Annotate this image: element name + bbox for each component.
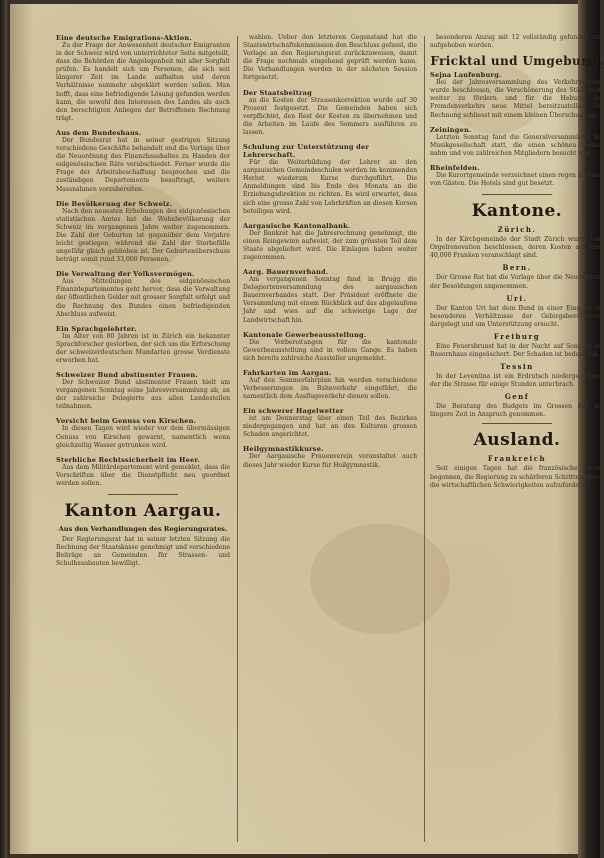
- article-text: an die Kosten der Strassenkorrektion wurde auf 30 Prozent festgesetzt. Die Gemeinden haben sich verpflichtet, den Rest der Kosten zu übernehmen und die Arbeiten im Laufe des Sommers ausführen zu lassen.: [243, 96, 417, 136]
- article-text: besonderen Anzug mit 12 vollständig gefunden und aufgehoben worden.: [430, 34, 604, 50]
- article: [430, 164, 604, 188]
- article: [56, 456, 230, 488]
- article-text: wahlen. Ueber den letzteren Gegenstand hat die Staatswirtschaftskommission den Beschluss gefasst, die Vorlage an den Regierungsrat zurückzuweisen, damit die Frage nochmals eingehend geprüft werden kann. Die Verhandlungen werden in der nächsten Session fortgesetzt.: [243, 34, 417, 82]
- article-title: Sterbliche Rechtssicherheit im Heer.: [56, 455, 200, 464]
- article-text: Aus dem Militärdepartement wird gemeldet, dass die Vorschriften über die Dienstpflicht neu geordnet werden sollen.: [56, 463, 230, 487]
- article-title: Aargauische Kantonalbank.: [243, 221, 351, 230]
- article-text: Bei der Jahresversammlung des Verkehrsvereins wurde beschlossen, die Verschönerung des Städtchens weiter zu fördern und für die Hebung des Fremdenverkehrs neue Mittel bereitzustellen. Die Rechnung schliesst mit einem kleinen Überschuss ab.: [430, 79, 604, 119]
- article: [243, 34, 417, 83]
- article: [56, 417, 230, 449]
- canton-text: In der Kirchgemeinde der Stadt Zürich wurde eine Orgelrenovation beschlossen, deren Kosten auf rund 40,000 Franken veranschlagt sind.: [430, 236, 604, 260]
- article-title: Ein Sprachgelehrter.: [56, 324, 137, 333]
- article-text: Aus Mitteilungen des eidgenössischen Finanzdepartementes geht hervor, dass die Verwaltung der öffentlichen Gelder mit grosser Sorgfalt erfolgt und die Rechnung des Bundes einen befriedigenden Abschluss aufweist.: [56, 278, 230, 318]
- canton-heading: Uri.: [506, 293, 528, 303]
- article: [243, 89, 417, 137]
- canton-heading: Genf: [504, 392, 530, 402]
- article: [56, 129, 230, 194]
- article-text: Nach den neuesten Erhebungen des eidgenössischen statistischen Amtes hat die Wohnbevölkerung der Schweiz im vergangenen Jahre weiter zugenommen. Die Zahl der Geburten ist gegenüber dem Vorjahre leicht gestiegen, während die Zahl der Sterbefälle ungefähr gleich geblieben ist. Der Geburtenüberschuss beträgt somit rund 33,000 Personen.: [56, 207, 230, 264]
- country-heading: Frankreich: [487, 454, 547, 464]
- article-text: Der Bankrat hat die Jahresrechnung genehmigt, die einen Reingewinn aufweist, der zum grössten Teil dem Staate abgeliefert wird. Die Einlagen haben weiter zugenommen.: [243, 229, 417, 261]
- article-text: Letzten Sonntag fand die Generalversammlung der Musikgesellschaft statt, die einen schönen Verlauf nahm und von zahlreichen Mitgliedern besucht war.: [430, 133, 604, 157]
- article-text: Die Kurortgemeinde verzeichnet einen regen Zustrom von Gästen. Die Hotels sind gut besetzt.: [430, 171, 604, 188]
- article-title: Sejna Laufenburg.: [430, 71, 502, 80]
- canton-heading: Bern.: [502, 263, 532, 273]
- section-heading-kantone: Kantone.: [471, 201, 563, 222]
- article-title: Aarg. Bauernverband.: [243, 268, 329, 277]
- article-text: Der Aargauische Frauenverein veranstaltet auch dieses Jahr wieder Kurse für Heilgymnastik.: [243, 453, 417, 469]
- section-heading-fricktal: Fricktal und Umgebung.: [430, 54, 604, 69]
- column-left: [56, 34, 230, 846]
- article: [243, 222, 417, 262]
- article-text: Zu der Frage der Anwesenheit deutscher Emigranten in der Schweiz wird von unterrichteter Seite mitgeteilt, dass die Behörden die Angelegenheit mit aller Sorgfalt prüfen. Es handelt sich um Personen, die sich seit längerer Zeit im Lande aufhalten und deren Verhältnisse nunmehr abgeklärt werden sollen. Man hofft, dass eine befriedigende Lösung gefunden werden kann, die sowohl den Interessen des Landes als auch den berechtigten Anliegen der Betroffenen Rechnung trägt.: [56, 42, 230, 122]
- article: [243, 331, 417, 363]
- article-title: Heilgymnastikkurse.: [243, 445, 324, 454]
- article: [56, 270, 230, 318]
- divider: [482, 194, 552, 195]
- article-title: Zeiningen.: [430, 125, 472, 134]
- article-text: Auf den Sommerfahrplan hin werden verschiedene Verbesserungen im Bahnverkehr eingeführt, die namentlich dem Ausflugsverkehr dienen sollen.: [243, 376, 417, 401]
- column-middle: [243, 34, 417, 846]
- column-rule: [237, 36, 238, 842]
- article: [56, 200, 230, 265]
- section-heading-kanton-aargau: Kanton Aargau.: [64, 501, 222, 522]
- section-heading-ausland: Ausland.: [473, 430, 561, 451]
- section-text: Der Regierungsrat hat in seiner letzten Sitzung die Rechnung der Staatskasse genehmigt und verschiedene Beiträge an Gemeinden für Strassen- und Schulhausbauten bewilligt.: [56, 536, 230, 568]
- article: [243, 407, 417, 439]
- section-subtitle: Aus den Verhandlungen des Regierungsrates.: [58, 525, 228, 534]
- divider: [108, 494, 178, 495]
- article: [243, 369, 417, 401]
- article-text: Am vergangenen Sonntag fand in Brugg die Delegiertenversammlung des aargauischen Bauernverbandes statt. Der Präsident eröffnete die Versammlung mit einem Rückblick auf das abgelaufene Jahr und wies auf die schwierige Lage der Landwirtschaft hin.: [243, 276, 417, 324]
- article-title: Die Bevölkerung der Schweiz.: [56, 199, 173, 208]
- article: [430, 71, 604, 119]
- article-text: Für die Weiterbildung der Lehrer an den aargauischen Gemeindeschulen werden im kommenden Herbst wiederum Kurse durchgeführt. Die Anmeldungen sind bis Ende des Monats an die Erziehungsdirektion zu richten. Es wird erwartet, dass sich eine grosse Zahl von Lehrkräften an diesen Kursen beteiligen wird.: [243, 159, 417, 215]
- article-title: Die Verwaltung der Volksvermögen.: [56, 270, 195, 279]
- article-title: Kantonale Gewerbeausstellung.: [243, 330, 367, 339]
- article-title: Der Staatsbeitrag: [243, 88, 312, 97]
- article-text: Der Schweizer Bund abstinenter Frauen hielt am vergangenen Sonntag seine Jahresversammlung ab, an der zahlreiche Delegierte aus allen Landesteilen teilnahmen.: [56, 379, 230, 411]
- canton-heading: Freiburg: [493, 331, 541, 341]
- divider: [482, 423, 552, 424]
- article-title: Aus dem Bundeshaus.: [56, 128, 142, 137]
- article-text: In diesen Tagen wird wieder vor dem übermässigen Genuss von Kirschen gewarnt, namentlich wenn gleichzeitig Wasser getrunken wird.: [56, 425, 230, 449]
- country-text: Seit einigen Tagen hat die französische Presse begonnen, die Regierung zu schärferen Schritten gegen die wirtschaftlichen Schwierigkeiten aufzufordern.: [430, 465, 604, 489]
- article-text: Die Vorbereitungen für die kantonale Gewerbeausstellung sind in vollem Gange. Es haben sich bereits zahlreiche Aussteller angemeldet.: [243, 338, 417, 362]
- article: [430, 126, 604, 158]
- article-title: Fahrkarten im Aargau.: [243, 368, 332, 377]
- article-title: Ein schwerer Hagelwetter: [243, 407, 344, 416]
- canton-text: Der Kanton Uri hat dem Bund in einer Eingabe die besonderen Verhältnisse der Gebirgsbevölkerung dargelegt und um Unterstützung ersucht.: [430, 304, 604, 328]
- canton-text: Eine Feuersbrunst hat in der Nacht auf Sonntag ein Bauernhaus eingeäschert. Der Schaden ist bedeutend.: [430, 342, 604, 358]
- article-title: Schulung zur Unterstützung der Lehrerschaft.: [243, 143, 370, 160]
- article: [243, 268, 417, 325]
- book-binding-left: [0, 0, 10, 858]
- article: [243, 143, 417, 216]
- article-text: Im Alter von 80 Jahren ist in Zürich ein bekannter Sprachforscher gestorben, der sich um die Erforschung der schweizerdeutschen Mundarten grosse Verdienste erworben hat.: [56, 332, 230, 364]
- column-rule: [424, 36, 425, 842]
- article: [56, 325, 230, 365]
- canton-text: Der Grosse Rat hat die Vorlage über die Neuordnung der Besoldungen angenommen.: [430, 274, 604, 290]
- article-title: Vorsicht beim Genuss von Kirschen.: [56, 417, 197, 426]
- newspaper-page: [10, 4, 604, 854]
- article-title: Rheinfelden.: [430, 163, 480, 172]
- canton-heading: Zürich.: [497, 225, 537, 235]
- article-text: Der Bundesrat hat in seiner gestrigen Sitzung verschiedene Geschäfte behandelt und die Vorlage über die Neuordnung des Finanzhaushaltes zu Handen der eidgenössischen Räte verabschiedet. Ferner wurde die Frage der Arbeitsbeschaffung besprochen und die zuständigen Departemente beauftragt, weitere Massnahmen vorzubereiten.: [56, 136, 230, 193]
- article: [243, 445, 417, 469]
- canton-text: Die Beratung des Budgets im Grossen Rat hat längere Zeit in Anspruch genommen.: [430, 403, 604, 419]
- article-title: Schweizer Bund abstinenter Frauen.: [56, 371, 198, 380]
- canton-text: In der Leventina ist ein Erdrutsch niedergegangen, der die Strasse für einige Stunden unterbrach.: [430, 373, 604, 389]
- article-text: ist am Donnerstag über einen Teil des Bezirkes niedergegangen und hat an den Kulturen grossen Schaden angerichtet.: [243, 415, 417, 439]
- column-right: [430, 34, 604, 846]
- article-title: Eine deutsche Emigrations-Aktion.: [56, 34, 192, 42]
- article: [56, 34, 230, 123]
- article: [56, 371, 230, 411]
- canton-heading: Tessin: [500, 362, 534, 372]
